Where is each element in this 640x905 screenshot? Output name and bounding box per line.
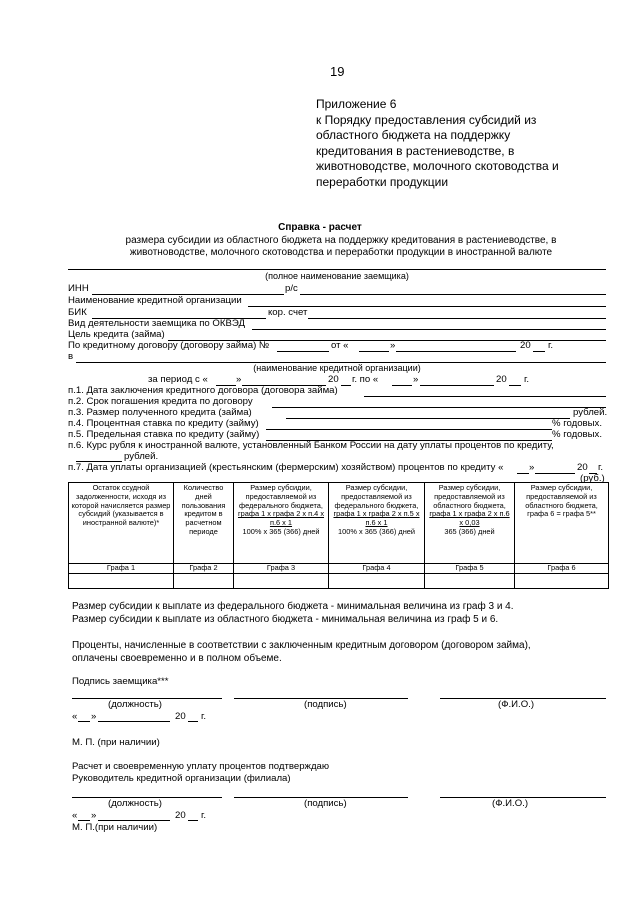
header-col4-text: Размер субсидии, предоставляемой из федерального бюджета, [334,483,419,510]
sign1-date-month[interactable] [98,721,170,722]
contract-g: г. [548,340,553,351]
v-label: в [68,351,74,362]
formula-col4: графа 1 х графа 2 х п.5 х п.6 х 1 [333,509,420,528]
doc-subtitle-line: животноводстве, молочного скотоводства и переработки продукции в иностранной валюте [129,247,553,258]
period-day2[interactable] [392,385,412,386]
sign2-position-caption: (должность) [108,798,162,809]
item-p4: п.4. Процентная ставка по кредиту (займу) [68,418,259,429]
sign2-date-20: 20 [175,810,186,821]
col-label: Графа 5 [425,564,515,574]
contract-year-label: 20 [520,340,531,351]
denominator-col3: 100% х 365 (366) дней [242,526,320,536]
contract-quote: » [390,340,396,351]
col-label: Графа 3 [234,564,329,574]
period-g: г. [524,374,529,385]
header-col3-text: Размер субсидии, предоставляемой из федерального бюджета, [239,483,323,510]
header-col2-text: Количество дней пользования кредитом в расчетном периоде [181,483,226,536]
confirm-line2: оплачены своевременно и в полном объеме. [72,653,282,664]
item-p6: п.6. Курс рубля к иностранной валюте, установленный Банком России на дату уплаты процентов по кредиту, [68,440,554,451]
col-label: Графа 6 [515,564,609,574]
sign1-date-day[interactable] [78,721,90,722]
header-col1 [69,483,174,564]
page-number: 19 [330,64,345,79]
period-year2-field[interactable] [509,385,521,386]
sign2-date-day[interactable] [78,820,90,821]
header-col5 [425,483,515,564]
sign2-date-g: г. [201,810,206,821]
sign2-fio-caption: (Ф.И.О.) [492,798,529,809]
mp2-label: М. П.(при наличии) [72,822,158,833]
sign2-date-year[interactable] [188,820,198,821]
data-cell[interactable] [329,574,425,589]
sign2-date-month[interactable] [98,820,170,821]
item-p4-suffix: % годовых. [552,418,602,429]
calc-table [68,482,609,589]
data-cell[interactable] [69,574,174,589]
col-label: Графа 1 [69,564,174,574]
bank-confirm-line1: Расчет и своевременную уплату процентов подтверждаю [72,761,330,772]
inn-label: ИНН [68,283,89,294]
item-p4-field[interactable] [266,429,552,430]
appendix-line: животноводстве, молочного скотоводства и [316,159,559,173]
appendix-block [316,97,606,190]
appendix-line: областного бюджета на поддержку [316,128,511,142]
header-col4 [329,483,425,564]
confirm-line1: Проценты, начисленные в соответствии с заключенным кредитным договором (договором займа), [72,640,531,651]
contract-month-field[interactable] [396,351,516,352]
sign2-signature-caption: (подпись) [304,798,347,809]
appendix-line: к Порядку предоставления субсидий из [316,112,537,127]
purpose-label: Цель кредита (займа) [68,329,165,340]
header-col1-text: Остаток ссудной задолженности, исходя из которой начисляется размер субсидий (указывается в иностранной валюте)* [71,483,171,528]
formula-col6: графа 6 = графа 5** [527,509,596,519]
period-month2[interactable] [420,385,494,386]
appendix-line: кредитования в растениеводстве, в [316,143,515,158]
col-label: Графа 4 [329,564,425,574]
header-col6-text: Размер субсидии, предоставляемой из областного бюджета, [525,483,598,510]
item-p7-quote: » [529,462,535,473]
bank-caption: (наименование кредитной организации) [253,363,421,373]
note-regional: Размер субсидии к выплате из областного бюджета - минимальная величина из граф 5 и 6. [72,614,499,625]
doc-title: Справка - расчет [278,222,362,233]
item-p1: п.1. Дата заключения кредитного договора (договора займа) [68,385,338,396]
contract-from-label: от « [331,340,349,351]
item-p7-day[interactable] [517,473,529,474]
sign1-signature-caption: (подпись) [304,699,347,710]
period-from-label: за период с « [148,374,208,385]
doc-subtitle [76,235,606,259]
item-p7-month[interactable] [535,473,575,474]
item-p3: п.3. Размер полученного кредита (займа) [68,407,252,418]
data-cell[interactable] [234,574,329,589]
header-col3 [234,483,329,564]
contract-number-field[interactable] [277,351,329,352]
period-year2: 20 [496,374,507,385]
item-p6-suffix: рублей. [124,451,159,462]
header-col6 [515,483,609,564]
contract-label: По кредитному договору (договору займа) № [68,340,270,351]
item-p5: п.5. Предельная ставка по кредиту (займу) [68,429,260,440]
header-col5-text: Размер субсидии, предоставляемой из областного бюджета, [433,483,506,510]
item-p2: п.2. Срок погашения кредита по договору [68,396,253,407]
item-p5-suffix: % годовых. [552,429,602,440]
okved-field[interactable] [252,329,606,330]
item-p1-field[interactable] [364,396,606,397]
denominator-col4: 100% х 365 (366) дней [337,526,416,536]
item-p7: п.7. Дата уплаты организацией (крестьянским (фермерским) хозяйством) процентов по кредиту « [68,462,504,473]
header-col2 [174,483,234,564]
item-p7-g: г. [598,462,603,473]
note-federal: Размер субсидии к выплате из федерального бюджета - минимальная величина из граф 3 и 4. [72,601,514,612]
period-quote2: » [413,374,419,385]
appendix-title: Приложение 6 [316,97,397,111]
mp-label: М. П. (при наличии) [72,737,160,748]
item-p3-field[interactable] [286,418,570,419]
rub-label: (руб.) [580,473,605,484]
denominator-col5: 365 (366) дней [444,526,495,536]
col-label: Графа 2 [174,564,234,574]
rs-field[interactable] [300,294,606,295]
sign1-date-year[interactable] [188,721,198,722]
okved-label: Вид деятельности заемщика по ОКВЭД [68,318,245,329]
sign1-title: Подпись заемщика*** [72,676,169,687]
formula-col3: графа 1 х графа 2 х п.4 х п.6 х 1 [237,509,325,528]
data-cell[interactable] [174,574,234,589]
item-p3-suffix: рублей. [573,407,608,418]
sign1-fio-caption: (Ф.И.О.) [498,699,535,710]
contract-day-field[interactable] [359,351,389,352]
sign1-date-g: г. [201,711,206,722]
sign2-date-close: » [91,810,97,821]
sign1-date-close: » [91,711,97,722]
bank-confirm-line2: Руководитель кредитной организации (филиала) [72,773,291,784]
appendix-line: переработки продукции [316,174,449,189]
rs-label: р/с [285,283,298,294]
period-to-label: г. по « [352,374,379,385]
period-year1: 20 [328,374,339,385]
bik-label: БИК [68,307,87,318]
item-p2-field[interactable] [272,407,606,408]
data-cell[interactable] [425,574,515,589]
borrower-caption: (полное наименование заемщика) [265,271,409,281]
item-p7-year: 20 [577,462,588,473]
doc-subtitle-line: размера субсидии из областного бюджета на поддержку кредитования в растениеводстве, в [125,235,557,246]
sign1-position-caption: (должность) [108,699,162,710]
kor-field[interactable] [308,318,606,319]
sign2-date-open: « [72,810,78,821]
period-year1-field[interactable] [341,385,351,386]
sign1-date-open: « [72,711,78,722]
sign1-date-20: 20 [175,711,186,722]
data-cell[interactable] [515,574,609,589]
contract-year-field[interactable] [533,351,545,352]
kor-label: кор. счет [268,307,308,318]
formula-col5: графа 1 х графа 2 х п.6 х 0,03 [429,509,510,528]
borrower-line[interactable] [68,269,606,270]
credit-org-label: Наименование кредитной организации [68,295,242,306]
period-quote1: » [236,374,242,385]
